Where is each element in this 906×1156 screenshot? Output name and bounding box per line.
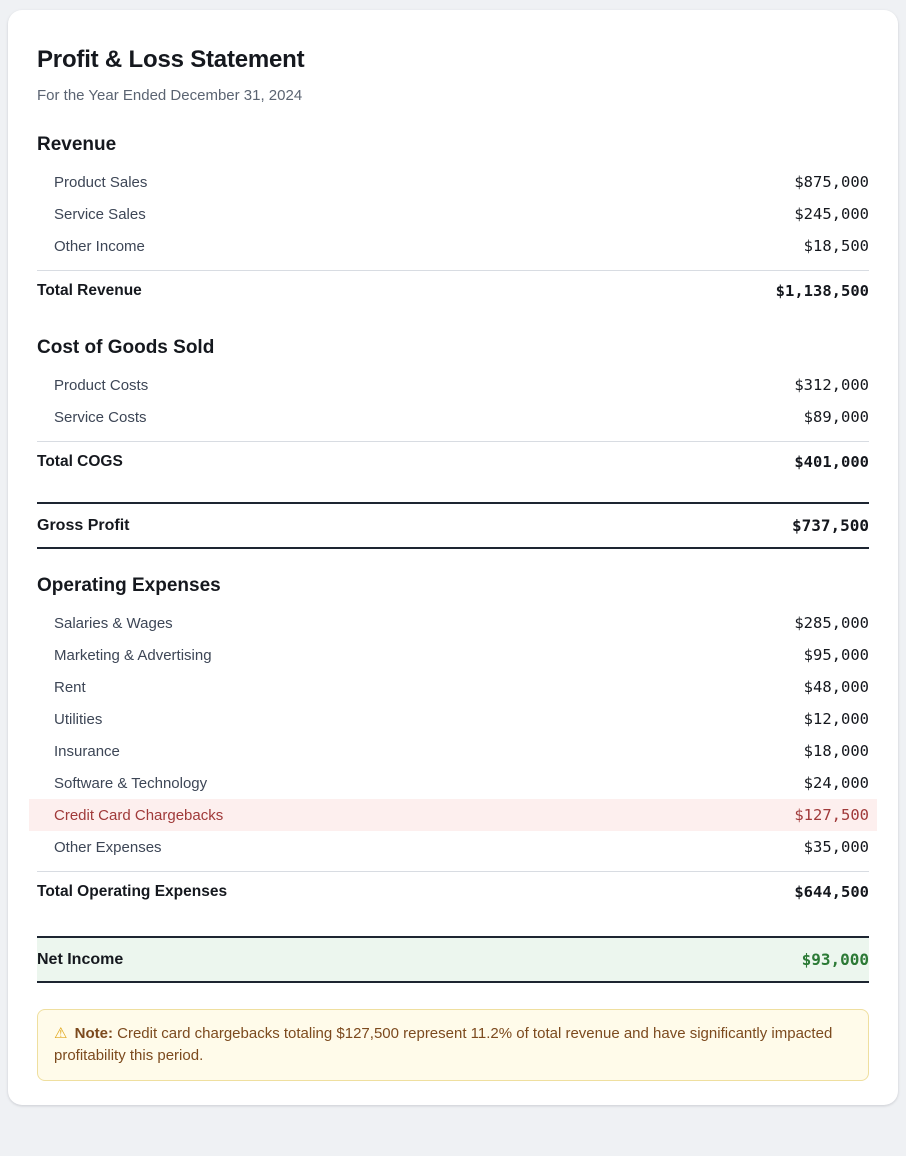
total-label: Total COGS <box>37 453 123 470</box>
line-item-product-costs <box>29 369 877 401</box>
line-item-product-sales <box>29 166 877 198</box>
total-amount: $401,000 <box>794 453 869 471</box>
gross-profit-amount: $737,500 <box>791 516 869 535</box>
section-revenue <box>37 134 869 311</box>
line-item-amount: $95,000 <box>803 646 869 664</box>
statement-header <box>37 46 869 104</box>
line-item-label: Other Income <box>54 237 145 255</box>
line-item-other-expenses <box>29 831 877 863</box>
line-item-amount: $875,000 <box>794 173 869 191</box>
line-item-label: Credit Card Chargebacks <box>54 806 224 824</box>
line-item-amount: $24,000 <box>803 774 869 792</box>
gross-profit-row <box>37 502 869 549</box>
line-item-salaries-wages <box>29 607 877 639</box>
line-item-amount: $245,000 <box>794 205 869 223</box>
total-label: Total Operating Expenses <box>37 883 228 900</box>
total-amount: $1,138,500 <box>775 282 869 300</box>
line-item-label: Salaries & Wages <box>54 614 173 632</box>
chargeback-warning-note <box>37 1009 869 1081</box>
line-item-insurance <box>29 735 877 767</box>
line-item-utilities <box>29 703 877 735</box>
note-label: Note: <box>74 1025 113 1042</box>
page-title: Profit & Loss Statement <box>37 46 305 73</box>
line-item-label: Software & Technology <box>54 774 208 792</box>
line-item-amount: $18,500 <box>803 237 869 255</box>
profit-loss-statement-card <box>8 10 898 1105</box>
line-item-amount: $12,000 <box>803 710 869 728</box>
statement-period: For the Year Ended December 31, 2024 <box>37 87 303 104</box>
line-item-label: Marketing & Advertising <box>54 646 212 664</box>
warning-icon: ⚠ <box>54 1025 68 1042</box>
net-income-label: Net Income <box>37 950 124 968</box>
section-operating-expenses <box>37 575 869 912</box>
net-income-row <box>37 936 869 983</box>
section-title-cogs: Cost of Goods Sold <box>37 337 215 358</box>
net-income-amount: $93,000 <box>801 950 869 969</box>
total-label: Total Revenue <box>37 282 142 299</box>
section-title-revenue: Revenue <box>37 134 117 155</box>
section-title-operating-expenses: Operating Expenses <box>37 575 221 596</box>
line-item-amount: $18,000 <box>803 742 869 760</box>
line-item-other-income <box>29 230 877 262</box>
note-text: Credit card chargebacks totaling $127,500 represent 11.2% of total revenue and have significantly impacted profitability this period. <box>54 1025 833 1064</box>
line-item-label: Service Costs <box>54 408 147 426</box>
line-item-marketing-advertising <box>29 639 877 671</box>
section-cogs <box>37 337 869 482</box>
total-revenue-row <box>37 271 869 311</box>
line-item-amount: $127,500 <box>794 806 869 824</box>
line-item-service-sales <box>29 198 877 230</box>
line-item-label: Product Sales <box>54 173 148 191</box>
line-item-amount: $48,000 <box>803 678 869 696</box>
line-item-amount: $312,000 <box>794 376 869 394</box>
line-item-amount: $89,000 <box>803 408 869 426</box>
line-item-label: Rent <box>54 678 86 696</box>
line-item-label: Utilities <box>54 710 103 728</box>
line-item-amount: $285,000 <box>794 614 869 632</box>
line-item-label: Other Expenses <box>54 838 162 856</box>
line-item-label: Insurance <box>54 742 120 760</box>
line-item-amount: $35,000 <box>803 838 869 856</box>
line-item-label: Product Costs <box>54 376 149 394</box>
line-item-credit-card-chargebacks <box>29 799 877 831</box>
gross-profit-label: Gross Profit <box>37 516 130 534</box>
total-cogs-row <box>37 442 869 482</box>
line-item-rent <box>29 671 877 703</box>
total-amount: $644,500 <box>794 883 869 901</box>
total-operating-expenses-row <box>37 872 869 912</box>
line-item-label: Service Sales <box>54 205 146 223</box>
line-item-software-technology <box>29 767 877 799</box>
line-item-service-costs <box>29 401 877 433</box>
